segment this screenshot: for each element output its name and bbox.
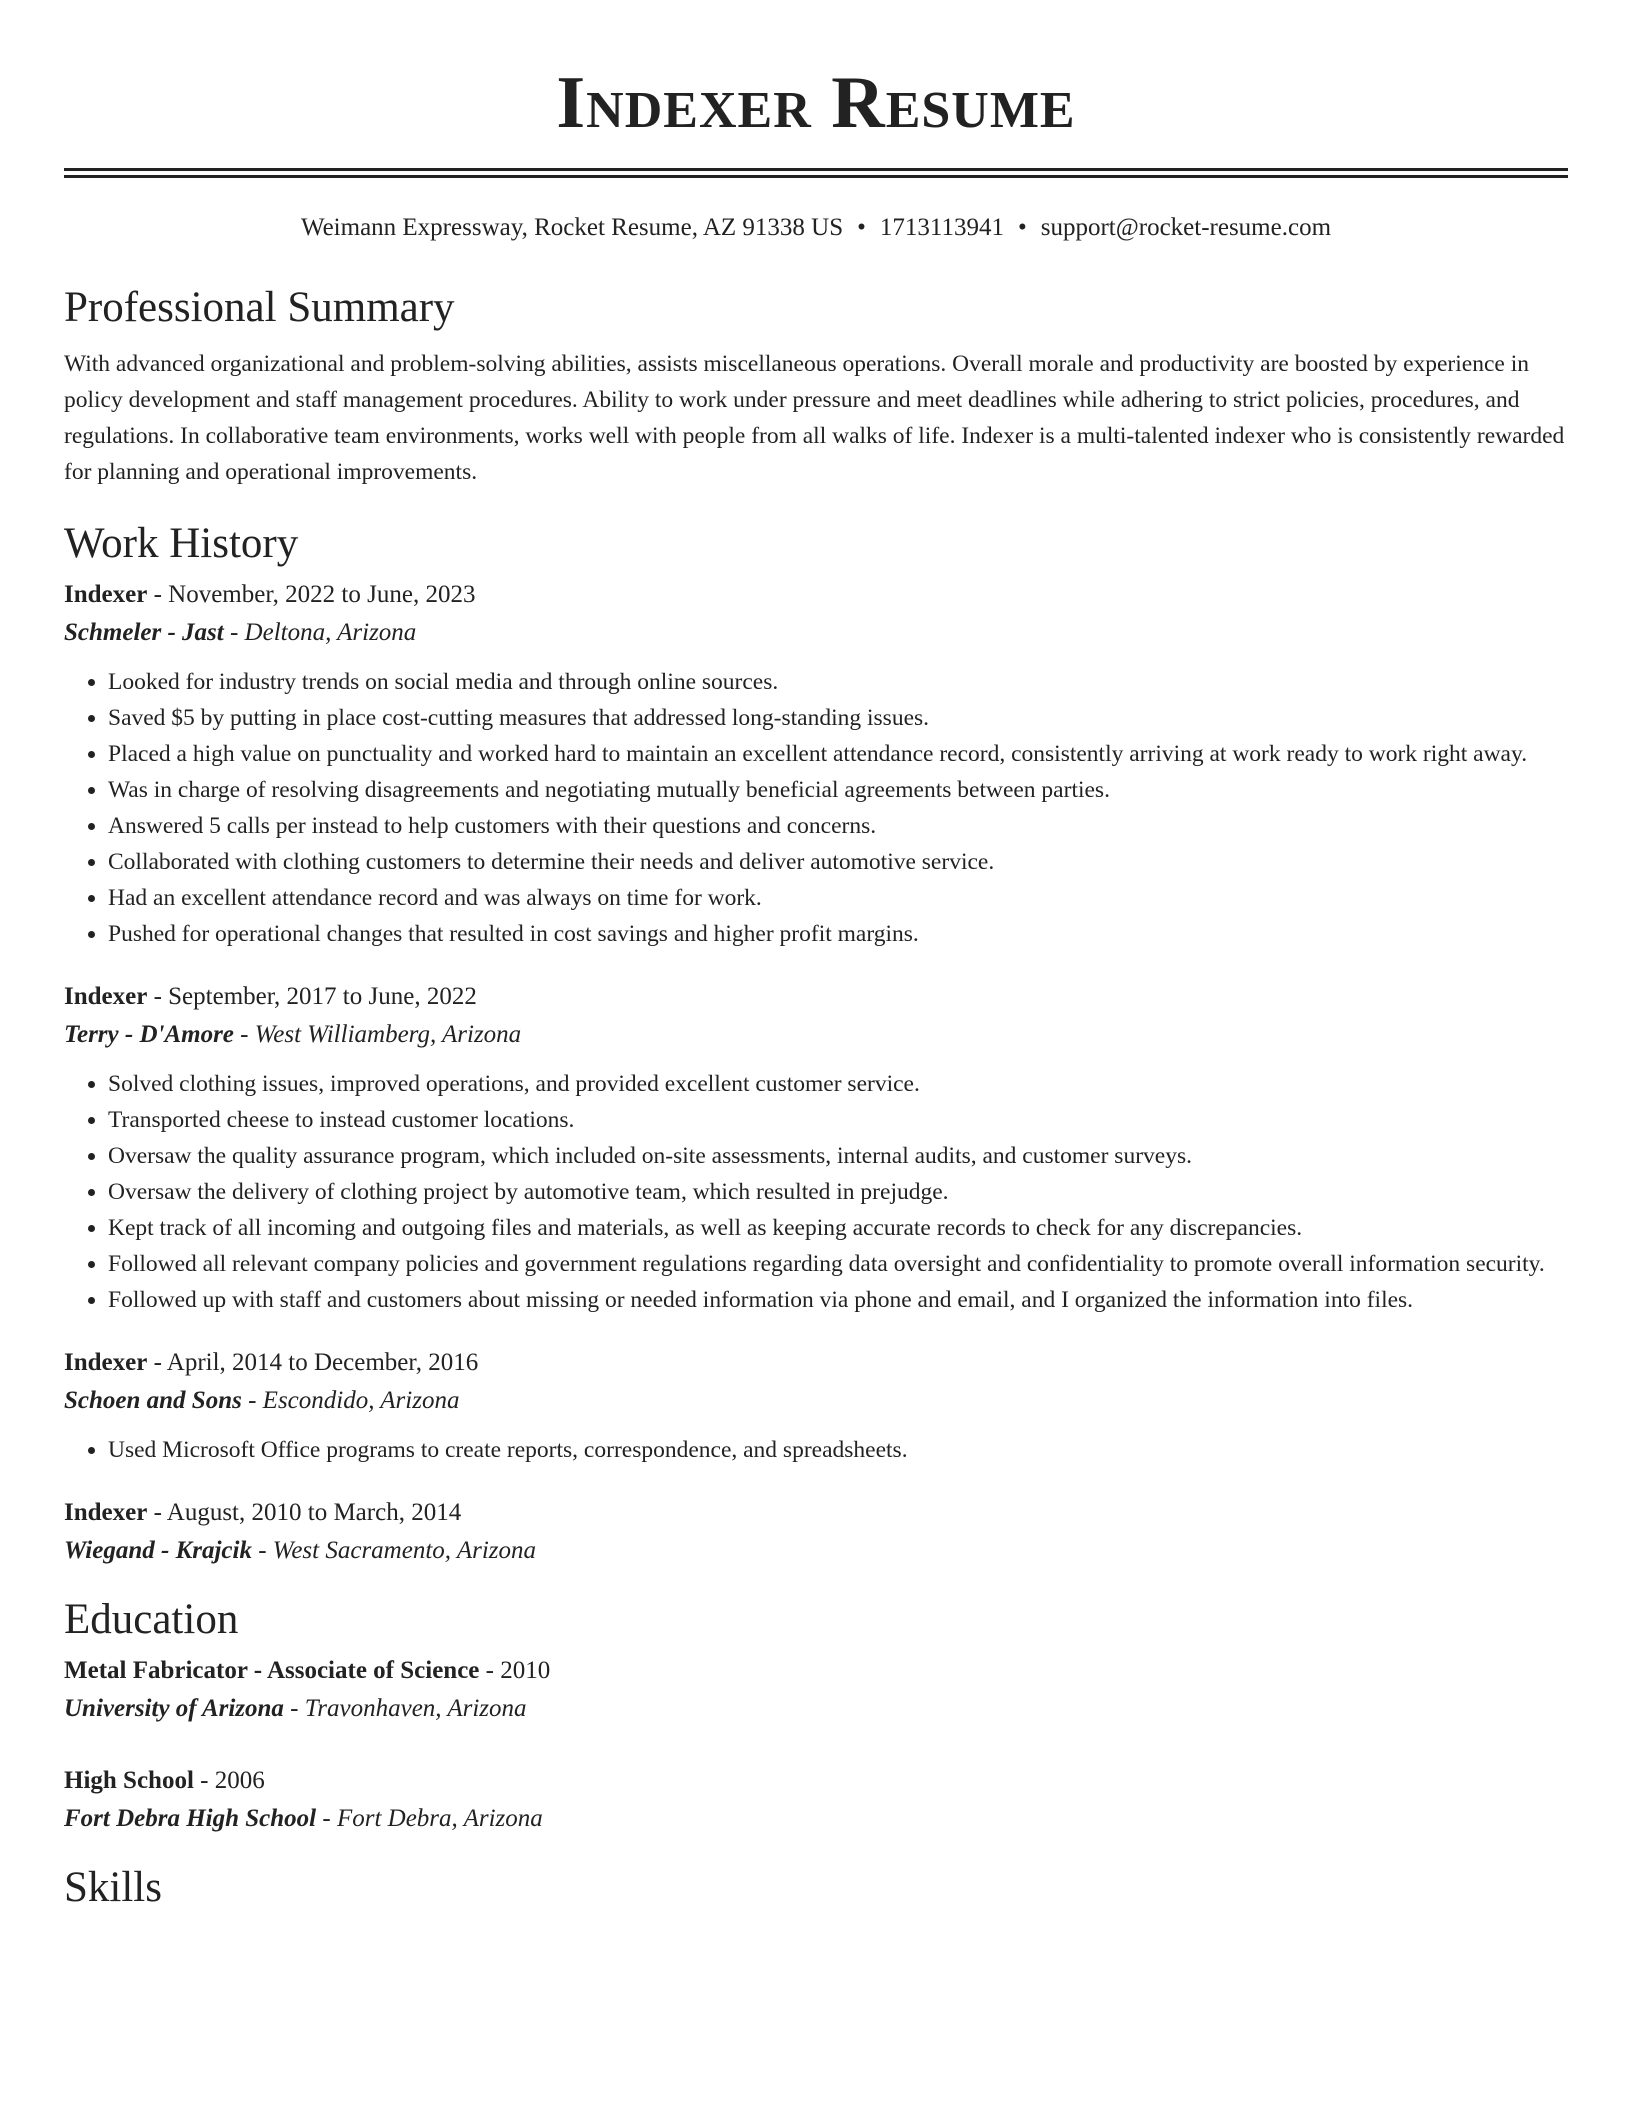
job-company-line xyxy=(64,1016,1568,1054)
job-dates: - August, 2010 to March, 2014 xyxy=(147,1499,462,1526)
job-company-line xyxy=(64,1532,1568,1570)
job-bullet: • Oversaw the quality assurance program, which included on-site assessments, internal audits, and customer surveys. xyxy=(108,1138,1568,1174)
title-double-rule xyxy=(64,168,1568,178)
job-title-line xyxy=(64,1344,1568,1382)
skills-heading: Skills xyxy=(64,1864,162,1911)
job-dates: - September, 2017 to June, 2022 xyxy=(147,983,477,1010)
job-bullet: • Oversaw the delivery of clothing project by automotive team, which resulted in prejudge. xyxy=(108,1174,1568,1210)
job-company: Terry - D'Amore xyxy=(64,1021,234,1048)
job-company: Schoen and Sons xyxy=(64,1387,242,1414)
resume-page xyxy=(64,0,1568,1914)
resume-title: Indexer Resume xyxy=(556,62,1076,144)
contact-separator: • xyxy=(1017,214,1027,241)
job-bullet: • Answered 5 calls per instead to help customers with their questions and concerns. xyxy=(108,808,1568,844)
job-bullet: • Was in charge of resolving disagreements and negotiating mutually beneficial agreements between parties. xyxy=(108,772,1568,808)
professional-summary-heading: Professional Summary xyxy=(64,284,455,331)
job-location: - Escondido, Arizona xyxy=(241,1387,460,1414)
job-location: - Deltona, Arizona xyxy=(223,619,417,646)
job-title-line xyxy=(64,1494,1568,1532)
contact-email: support@rocket-resume.com xyxy=(1040,214,1332,241)
school-line xyxy=(64,1800,1568,1838)
school-line xyxy=(64,1690,1568,1728)
job-bullet: • Collaborated with clothing customers to determine their needs and deliver automotive service. xyxy=(108,844,1568,880)
job-dates: - April, 2014 to December, 2016 xyxy=(147,1349,479,1376)
contact-separator: • xyxy=(857,214,866,241)
school-location: - Travonhaven, Arizona xyxy=(283,1695,527,1722)
school-location: - Fort Debra, Arizona xyxy=(316,1805,543,1832)
job-bullet: • Kept track of all incoming and outgoing files and materials, as well as keeping accurate records to check for any discrepancies. xyxy=(108,1210,1568,1246)
work-entry xyxy=(64,576,1568,952)
job-title-line xyxy=(64,978,1568,1016)
degree-line xyxy=(64,1762,1568,1800)
job-company-line xyxy=(64,614,1568,652)
work-entry xyxy=(64,1344,1568,1468)
contact-line xyxy=(64,212,1568,244)
job-bullet: • Pushed for operational changes that resulted in cost savings and higher profit margins. xyxy=(108,916,1568,952)
graduation-year: - 2010 xyxy=(479,1657,551,1684)
job-bullet: • Followed all relevant company policies and government regulations regarding data oversight and confidentiality to promote overall information security. xyxy=(108,1246,1568,1282)
education-list xyxy=(64,1652,1568,1838)
graduation-year: - 2006 xyxy=(193,1767,265,1794)
job-bullet: • Placed a high value on punctuality and worked hard to maintain an excellent attendance record, consistently arriving at work ready to work right away. xyxy=(108,736,1568,772)
job-company: Wiegand - Krajcik xyxy=(64,1537,252,1564)
job-bullet: • Followed up with staff and customers about missing or needed information via phone and email, and I organized the information into files. xyxy=(108,1282,1568,1318)
job-bullet: • Used Microsoft Office programs to create reports, correspondence, and spreadsheets. xyxy=(108,1432,1568,1468)
work-entry xyxy=(64,1494,1568,1570)
job-company: Schmeler - Jast xyxy=(64,619,224,646)
job-bullet-list xyxy=(64,664,1568,952)
job-bullet: • Had an excellent attendance record and was always on time for work. xyxy=(108,880,1568,916)
contact-phone: 1713113941 xyxy=(879,214,1004,241)
job-bullet-list xyxy=(64,1066,1568,1318)
job-bullet: • Transported cheese to instead customer locations. xyxy=(108,1102,1568,1138)
degree: Metal Fabricator - Associate of Science xyxy=(64,1657,480,1684)
job-title-line xyxy=(64,576,1568,614)
contact-address: Weimann Expressway, Rocket Resume, AZ 91338 US xyxy=(300,214,844,241)
professional-summary-text: With advanced organizational and problem-solving abilities, assists miscellaneous operations. Overall morale and productivity are boosted by experience in policy development and staff management procedures. Ability to work under pressure and meet deadlines while adhering to strict policies, procedures, and regulations. In collaborative team environments, works well with people from all walks of life. Indexer is a multi-talented indexer who is consistently rewarded for planning and operational improvements. xyxy=(64,351,1565,485)
job-dates: - November, 2022 to June, 2023 xyxy=(147,581,476,608)
school-name: Fort Debra High School xyxy=(64,1805,317,1832)
work-entry xyxy=(64,978,1568,1318)
job-title: Indexer xyxy=(64,983,148,1010)
job-location: - West Williamberg, Arizona xyxy=(233,1021,522,1048)
education-entry xyxy=(64,1652,1568,1728)
job-bullet: • Saved $5 by putting in place cost-cutting measures that addressed long-standing issues. xyxy=(108,700,1568,736)
job-bullet: • Solved clothing issues, improved operations, and provided excellent customer service. xyxy=(108,1066,1568,1102)
job-title: Indexer xyxy=(64,1349,148,1376)
job-title: Indexer xyxy=(64,581,148,608)
school-name: University of Arizona xyxy=(64,1695,284,1722)
job-company-line xyxy=(64,1382,1568,1420)
job-bullet: • Looked for industry trends on social media and through online sources. xyxy=(108,664,1568,700)
work-history-heading: Work History xyxy=(64,520,299,567)
education-entry xyxy=(64,1762,1568,1838)
work-history-list xyxy=(64,576,1568,1570)
job-location: - West Sacramento, Arizona xyxy=(251,1537,536,1564)
job-title: Indexer xyxy=(64,1499,148,1526)
job-bullet-list xyxy=(64,1432,1568,1468)
degree: High School xyxy=(64,1767,194,1794)
degree-line xyxy=(64,1652,1568,1690)
education-heading: Education xyxy=(64,1596,239,1643)
